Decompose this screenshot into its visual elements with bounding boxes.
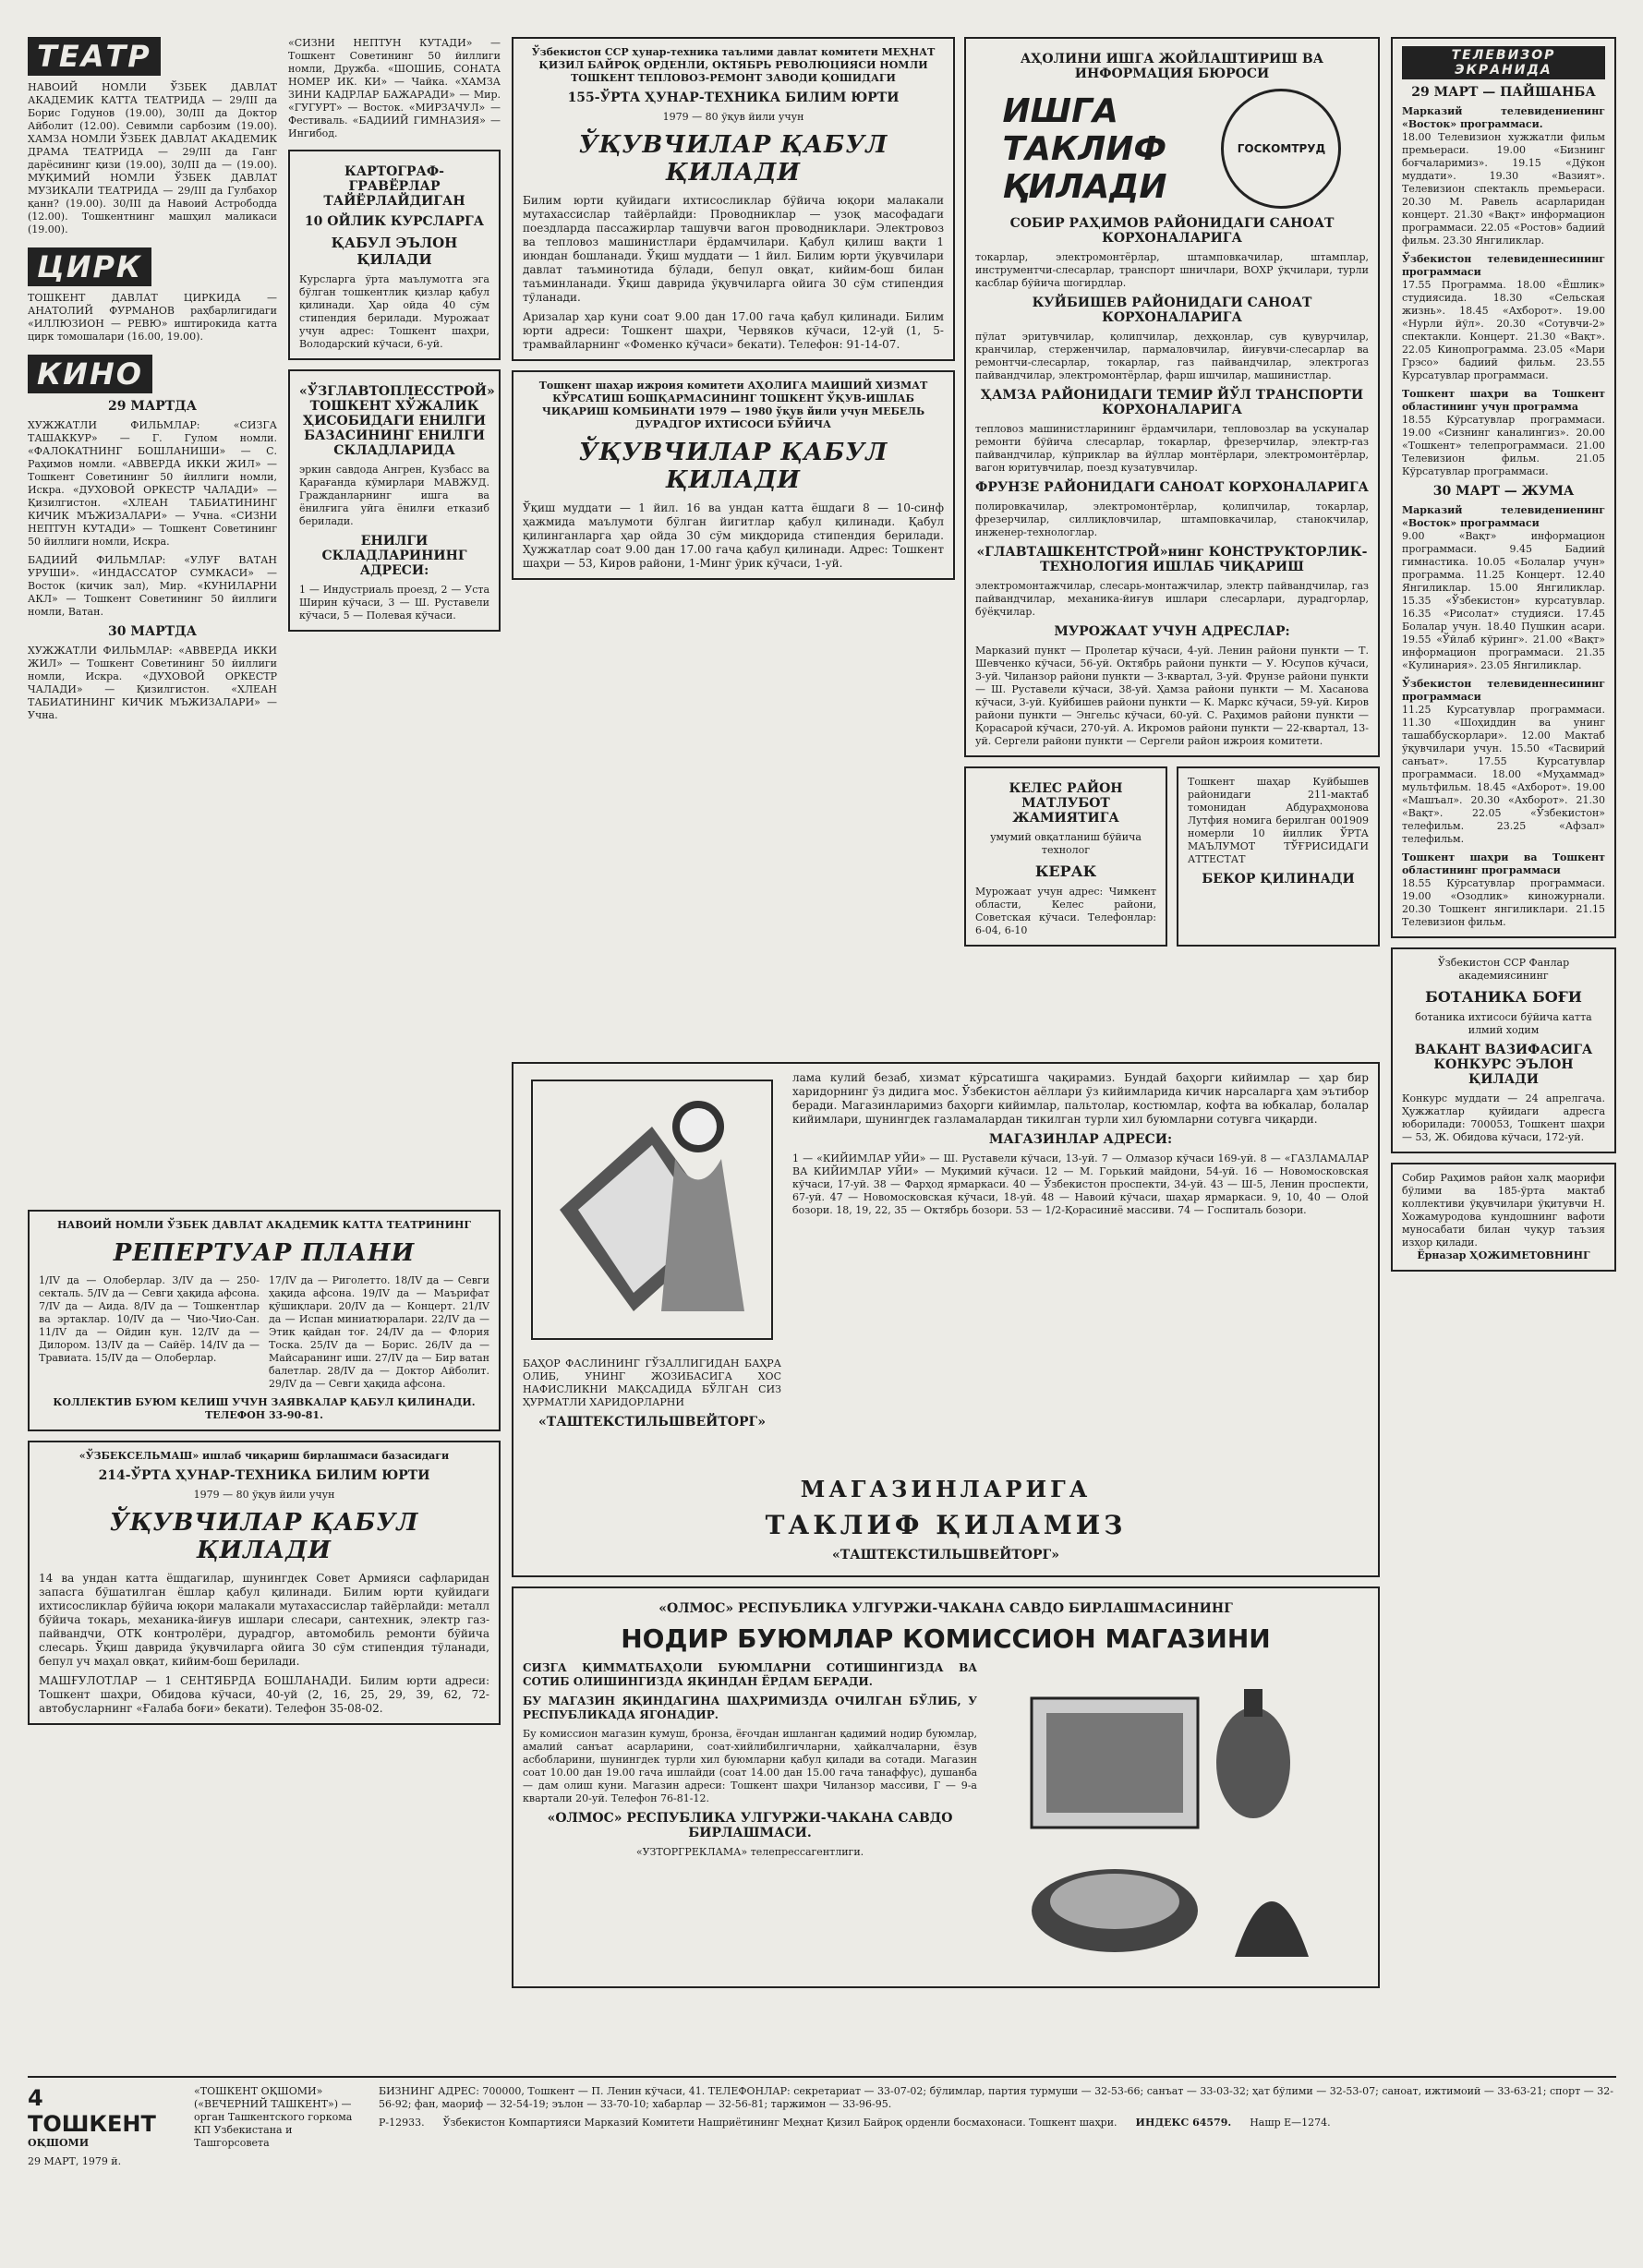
taxt-title-1: МАГАЗИНЛАРИГА [800,1476,1092,1502]
taxt-footer: «ТАШТЕКСТИЛЬШВЕЙТОРГ» [832,1548,1059,1562]
uzgaz-addr: 1 — Индустриаль проезд, 2 — Уста Ширин кўчаси, 3 — Ш. Руставели кўчаси, 5 — Полевая кўчаси. [299,584,489,621]
sirk-logo: ЦИРК [28,247,151,286]
kuybyshev-text: пўлат эритувчилар, қолипчилар, деҳқонлар, сув қувурчилар, кранчилар, стерженчилар, пармаловчилар, йиғувчи-слесарлар ва ремонтчи-слесарлар, токарлар, газ пайвандчилар, электрогаз пайвандчилар, электромонтёрлар, фарш ишчилар, машинистлар. [975,331,1369,381]
uqish-school: 155-ЎРТА ҲУНАР-ТЕХНИКА БИЛИМ ЮРТИ [567,90,900,105]
info-head: АҲОЛИНИ ИШГА ЖОЙЛАШТИРИШ ВА ИНФОРМАЦИЯ БЮРОСИ [1020,52,1324,81]
uzbek-text: 14 ва ундан катта ёшдагилар, шунингдек Совет Армияси сафларидан запасга бўшатилган ёшлар қабул қилинади. Билим юрти қуйидаги ихтисосликлар бўйича юқори малакали мутахассислар тайёрлайди: металл бўйича токарь, механика-йиғув ишлари слесари, сантехник, электр газ-пайвандчи, ОТК контролёри, дурадгор, автомобиль ремонти бўйича слесарь. Ўқиш даврида ўқувчиларга ойига 30 сўм стипендия тўланади, бепул уч маҳал овқат, кийим-бош берилади. [39,1572,489,1668]
uzbek-text-2: МАШҒУЛОТЛАР — 1 СЕНТЯБРДА БОШЛАНАДИ. Билим юрти адреси: Тошкент шаҳри, Обидова кўчаси, 40-уй (2, 16, 25, 29, 39, 62, 72-автобусларнинг «Ғалаба боғи» бекати). Телефон 35-08-02. [39,1674,489,1715]
uzbek-title: ЎҚУВЧИЛАР ҚАБУЛ ҚИЛАДИ [109,1509,419,1564]
glav-head: «ГЛАВТАШКЕНТСТРОЙ»нинг КОНСТРУКТОРЛИК-ТЕХНОЛОГИЯ ИШЛАБ ЧИҚАРИШ [976,545,1368,574]
editorial-address: БИЗНИНГ АДРЕС: 700000, Тошкент — П. Ленин кўчаси, 41. ТЕЛЕФОНЛАР: секретариат — 33-07-02; бўлимлар, партия турмуши — 32-53-66; санъат — 33-03-32; ҳат бўлими — 32-53-07; саноат, ижтимоий — 33-63-21; спорт — 32-56-92; фан, маориф — 32-54-19; эълон — 33-70-10; хабарлар — 32-56-81; таржимон — 33-96-95. [379,2085,1613,2110]
info-title-2: ТАКЛИФ [1002,129,1167,168]
kino-logo: КИНО [28,355,152,393]
newspaper-page [28,37,1616,2235]
tv-uz-head: Ўзбекистон телевиденнесининг программаси [1402,253,1605,278]
olmos-title: НОДИР БУЮМЛАР КОМИССИОН МАГАЗИНИ [621,1623,1271,1654]
taxt-shops: 1 — «КИЙИМЛАР УЙИ» — Ш. Руставели кўчаси, 13-уй. 7 — Олмазор кўчаси 169-уй. 8 — «ГАЗЛАМАЛАР ВА КИЙИМЛАР УЙИ» — Муқимий кўчаси. 12 — М. Горький майдони, 54-уй. 16 — Новомосковская кўчаси, 17-уй. 38 — Фарҳод ярмаркаси. 40 — Ўзбекистон проспекти, 34-уй. 43 — Ш-5, Ленин проспекти, 67-уй. 47 — Новомосковская кўчаси, 18-уй. 48 — Навоий кўчаси, шаҳар ярмаркаси. 9, 10, 40 — Олой бозори. 18, 19, 22, 35 — Октябрь бозори. 53 — 1/2-Қорасиниё массиви. 74 — Госпиталь бозори. [792,1152,1369,1216]
bot-sub: ботаника ихтисоси бўйича катта илмий ходим [1415,1011,1592,1036]
info-title-1: ИШГА [1002,91,1118,130]
sobir-head: СОБИР РАҲИМОВ РАЙОНИДАГИ САНОАТ КОРХОНАЛАРИГА [1009,216,1335,246]
kartograf-qabul: ҚАБУЛ ЭЪЛОН ҚИЛАДИ [331,235,458,268]
column-3 [512,37,955,589]
bot-text: Конкурс муддати — 24 апрелгача. Ҳужжатлар қуйидаги адресга юборилади: 700053, Тошкент шаҳри — 53, Ж. Обидова кўчаси, 172-уй. [1402,1092,1605,1143]
bot-vakant: ВАКАНТ ВАЗИФАСИГА КОНКУРС ЭЪЛОН ҚИЛАДИ [1414,1043,1593,1087]
taxt-body: лама кулий безаб, хизмат кўрсатишга чақирамиз. Бундай баҳорги кийимлар — ҳар бир харидорнинг ўз дидига мос. Ўзбекистон аёллари ўз кийимларида кичик нарсаларга ҳам эътибор беради. Магазинларимиз баҳорги кийимлар, пальтолар, костюмлар, кофта ва юбкалар, болалар кийимлари, шунингдек газламалардан тикилган турли хил буюмларни сотувга чиқарди. [792,1071,1369,1126]
keles-text: умумий овқатланиш бўйича технолог [990,831,1142,856]
olmos-ad [512,1586,1380,1988]
keles-addr: Мурожаат учун адрес: Чимкент области, Келес райони, Советская кўчаси. Телефонлар: 6-04, 6-10 [975,886,1156,936]
kartograf-sub: 10 ОЙЛИК КУРСЛАРГА [304,214,485,229]
tv-tash-head: Тошкент шаҳри ва Тошкент областининг учун программа [1402,388,1605,413]
mid-left [28,1210,501,1734]
teatr-logo: ТЕАТР [28,37,161,76]
kino-listing-2: ХУЖЖАТЛИ ФИЛЬМЛАР: «АВВЕРДА ИККИ ЖИЛ» — Тошкент Советининг 50 йиллиги номли, Искра. «ДУХОВОЙ ОРКЕСТР ЧАЛАДИ» — Қизилгистон. «ХЛЕАН ТАБИАТИНИНГ КИЧИК МЪЖИЗАЛАРИ» — Учна. [28,645,277,721]
column-5 [1391,37,1616,1281]
kombinat-ad [512,370,955,580]
olmos-head: «ОЛМОС» РЕСПУБЛИКА УЛГУРЖИ-ЧАКАНА САВДО БИРЛАШМАСИНИНГ [658,1601,1233,1616]
kuybyshev-head: КУЙБИШЕВ РАЙОНИДАГИ САНОАТ КОРХОНАЛАРИГА [1032,296,1312,325]
uzgaz-ad [288,369,501,632]
botanika-ad [1391,947,1616,1153]
bot-title: БОТАНИКА БОҒИ [1425,988,1582,1006]
kerak: КЕРАК [1034,863,1097,880]
tv-box [1391,37,1616,938]
addresses: Марказий пункт — Пролетар кўчаси, 4-уй. Ленин райони пункти — Т. Шевченко кўчаси, 56-уй. Октябрь райони пункти — У. Юсупов кўчаси, 3-уй. Чиланзор райони пункти — 3-квартал, 3-уй. Фрунзе райони пункти — Ш. Руставели кўчаси, 38-уй. Ҳамза райони пункти — М. Хасанова кўчаси, 3-уй. Куйбишев райони пункти — К. Маркс кўчаси, 59-уй. Киров райони пункти — Энгельс кўчаси, 60-уй. С. Раҳимов райони пункти — Қорасарой кўчаси, 270-уй. А. Икромов райони пункти — 22-квартал, 13-уй. Сергели райони пункти — Сергели район ижроия комитети. [975,645,1369,747]
tv-prog2: 9.00 «Вақт» информацион программаси. 9.45 Бадиий гимнастика. 10.05 «Болалар учун» программа. 11.25 Концерт. 12.40 Янгиликлар. 15.00 Янгиликлар. 15.35 «Ўзбекистон» курсатувлар. 16.35 «Рисолат» студияси. 17.45 Болалар учун. 18.40 Пушкин асари. 19.55 «Ўйлаб кўринг». 21.00 «Вақт» информацион программаси. 21.35 «Кулинария». 23.05 Янгиликлар. [1402,530,1605,671]
tv-logo: ТЕЛЕВИЗОР ЭКРАНИДА [1402,46,1605,79]
uzgaz-text: эркин савдода Ангрен, Кузбасс ва Қарағанда кўмирлари МАВЖУД. Гражданларнинг ишга ва ёнилғига уйга ёнилғи етказиб берилади. [299,464,489,527]
condolence-text: Собир Раҳимов район халқ маорифи бўлими ва 185-ўрта мактаб коллективи ўқувчилари ўқитувчи Н. Хожамуродова кундошнинг вафоти муносабати билан чуқур таъзия изҳор қилади. [1402,1172,1605,1249]
kombinat-title: ЎҚУВЧИЛАР ҚАБУЛ ҚИЛАДИ [578,439,888,494]
mid-center [512,1062,1380,1997]
condolence-box [1391,1163,1616,1272]
uzgaz-title: «ЎЗГЛАВТОПЛЕССТРОЙ» ТОШКЕНТ ХЎЖАЛИК ҲИСОБИДАГИ ЕНИЛГИ БАЗАСИНИНГ ЕНИЛГИ СКЛАДЛАРИДА [299,384,495,458]
info-bureau-ad [964,37,1380,757]
taxt-name: «ТАШТЕКСТИЛЬШВЕЙТОРГ» [538,1415,766,1430]
badiiy-listing: БАДИИЙ ФИЛЬМЛАР: «УЛУҒ ВАТАН УРУШИ». «ИНДАССАТОР СУМКАСИ» — Восток (кичик зал), Мир. «КУНИЛАРНИ АКЛ» — Тошкент Советининг 50 йиллиги номли, Ватан. [28,554,277,618]
sobir-text: токарлар, электромонтёрлар, штамповкачилар, штамплар, инструментчи-слесарлар, транспорт шничлари, ВОХР ўқчилари, турли касблар бўйича шогирдлар. [975,251,1369,289]
info-title-3: ҚИЛАДИ [1002,167,1167,206]
kino-date-2: 30 МАРТДА [107,624,198,639]
keles-title: КЕЛЕС РАЙОН МАТЛУБОТ ЖАМИЯТИГА [1009,781,1123,826]
hamza-head: ҲАМЗА РАЙОНИДАГИ ТЕМИР ЙЎЛ ТРАНСПОРТИ КОРХОНАЛАРИГА [980,388,1364,417]
kombinat-head: Тошкент шаҳар ижроия комитети АҲОЛИГА МАИШИЙ ХИЗМАТ КЎРСАТИШ БОШҚАРМАСИНИНГ ТОШКЕНТ ЎҚУВ-ИШЛАБ ЧИҚАРИШ КОМБИНАТИ 1979 — 1980 ўқув йили учун МЕБЕЛЬ ДУРАДГОР ИХТИСОСИ БЎЙИЧА [538,380,928,430]
kartograf-ad [288,150,501,360]
antiques-illustration [990,1661,1369,1979]
repertuar-head: НАВОИЙ НОМЛИ ЎЗБЕК ДАВЛАТ АКАДЕМИК КАТТА ТЕАТРИНИНГ [57,1219,471,1231]
uqish-year: 1979 — 80 ўқув йили учун [662,111,804,123]
uzbek-year: 1979 — 80 ўқув йили учун [193,1489,335,1501]
attestat-notice [1177,766,1380,947]
kombinat-text: Ўқиш муддати — 1 йил. 16 ва ундан катта ёшдаги 8 — 10-синф ҳажмида маълумоти бўлган йигитлар қабул қилинади. Қабул қилинганларга ҳар ойда 30 сўм миқдорида стипендия берилади. Ҳужжатлар соат 9.00 дан 17.00 гача қабул қилинади. Адрес: Тошкент шаҳри — 53, Киров райони, 1-Минг ўрик кўчаси, 1-уй. [523,501,944,570]
tv-prog2-head: Марказий телевидениенинг «Восток» программаси [1402,504,1605,529]
tv-prog1-head: Марказий телевидениенинг «Восток» программаси. [1402,105,1605,130]
footer-logo-2: ОҚШОМИ [28,2137,90,2149]
tv-date: 29 МАРТ — ПАЙШАНБА [1411,85,1596,100]
frunze-text: полировкачилар, электромонтёрлар, қолипчилар, токарлар, фрезерчилар, силлиқловчилар, штамповкачилар, станокчилар, инженер-технологлар. [975,501,1369,538]
uzbekselmash-ad [28,1441,501,1725]
newspaper-footer [28,2076,1616,2168]
keles-ad [964,766,1167,947]
tv-prog1: 18.00 Телевизион хужжатли фильм премьераси. 19.00 «Бизнинг боғчаларимиз». 19.15 «Дўкон муддати». 19.30 «Вазият». Телевизион спектакль премьераси. 20.30 М. Равель асарларидан концерт. 21.30 «Вақт» информацион программаси. 22.05 «Ростов» бадиий фильм. 23.30 Янгиликлар. [1402,131,1605,247]
rep-left: 1/IV да — Олоберлар. 3/IV да — 250-секталь. 5/IV да — Севги ҳақида афсона. 7/IV да — Аида. 8/IV да — Тошкентлар ва эртаклар. 10/IV да — Чио-Чио-Сан. 11/IV да — Ойдин кун. 12/IV да — Дилором. 13/IV да — Сайёр. 14/IV да — Травиата. 15/IV да — Олоберлар. [39,1274,260,1364]
column-1 [28,37,277,722]
r-number: Р-12933. [379,2117,425,2129]
hamza-text: тепловоз машинистларининг ёрдамчилари, тепловозлар ва ускуналар ремонти бўйича слесарлар, токарлар, фрезерчилар, электр-газ пайвандчилар, кўприклар ва йўллар монтёрлари, электромонтёрлар, вагон юритувчилар, поезд кузатувчилар. [975,423,1369,474]
taxt-shops-title: МАГАЗИНЛАР АДРЕСИ: [988,1132,1173,1147]
teatr-listing: НАВОИЙ НОМЛИ ЎЗБЕК ДАВЛАТ АКАДЕМИК КАТТА ТЕАТРИДА — 29/III да Борис Годунов (19.00), 30/III да Доктор Айболит (12.00). Севимли сарбозим (19.00). ХАМЗА НОМЛИ ЎЗБЕК ДАВЛАТ АКАДЕМИК ДРАМА ТЕАТРИДА — 29/III да Ганг дарёсининг қизи (19.00), 30/III да — (19.00). МУҚИМИЙ НОМЛИ ЎЗБЕК ДАВЛАТ МУЗИКАЛИ ТЕАТРИДА — 29/III да Гулбахор қанн? (19.00). 30/III да Навоий Астрободда (12.00). Тошкентнинг машҳил маликаси (19.00). [28,81,277,235]
uqish-body-2: Аризалар ҳар куни соат 9.00 дан 17.00 гача қабул қилинади. Билим юрти адреси: Тошкент шаҳри, Червяков кўчаси, 12-уй (1, 5-трамвайларнинг «Фоменко кўчаси» бекати). Телефон: 91-14-07. [523,310,944,351]
kino-continued: «СИЗНИ НЕПТУН КУТАДИ» — Тошкент Советининг 50 йиллиги номли, Дружба. «ШОШИБ, СОНАТА НОМЕР ИК. КИ» — Чайка. «ХАМЗА ЗИНИ КАДРЛАР БАЖАРАДИ» — Мир. «ГУГУРТ» — Восток. «МИРЗАЧУЛ» — Фестиваль. «БАДИИЙ ГИМНАЗИЯ» — Ингибод. [288,37,501,139]
kino-listing: ХУЖЖАТЛИ ФИЛЬМЛАР: «СИЗГА ТАШАККУР» — Г. Гулом номли. «ФАЛОКАТНИНГ БОШЛАНИШИ» — С. Раҳимов номли. «АВВЕРДА ИККИ ЖИЛ» — Тошкент Советининг 50 йиллиги номли, Искра. «ДУХОВОЙ ОРКЕСТР ЧАЛАДИ» — Қизилгистон. «ХЛЕАН ТАБИАТИНИНГ КИЧИК МЪЖИЗАЛАРИ» — Учна. «СИЗНИ НЕПТУН КУТАДИ» — Тошкент Советининг 50 йиллиги номли, Искра. [28,419,277,548]
kino-date: 29 МАРТДА [107,399,198,414]
sirk-listing: ТОШКЕНТ ДАВЛАТ ЦИРКИДА — АНАТОЛИЙ ФУРМАНОВ раҳбарлигидаги «ИЛЛЮЗИОН — РЕВЮ» иштирокида катта цирк томошалари (16.00, 19.00). [28,292,277,343]
index: ИНДЕКС 64579. [1135,2117,1232,2129]
uqish-ad-1 [512,37,955,361]
tashtekstil-ad [512,1062,1380,1577]
woman-illustration-icon [523,1071,781,1348]
tv-tash2-head: Тошкент шаҳри ва Тошкент областининг программаси [1402,851,1605,876]
addr-title: МУРОЖААТ УЧУН АДРЕСЛАР: [1054,624,1290,639]
tv-date-2: 30 МАРТ — ЖУМА [1432,484,1575,499]
uqish-body: Билим юрти қуйидаги ихтисосликлар бўйича юқори малакали мутахассислар тайёрлайди: Проводниклар — узоқ масофадаги поездларда пассажирлар ташувчи вагон проводниклари. Электровоз ва тепловоз машинистлари ёрдамчилари. Қабул қилиш вақти 1 июндан бошланади. Ўқиш муддати — 1 йил. Билим юрти ўқувчилари давлат таъминотида бўлади, бепул овқат, кийим-бош билан таъминланади. Ўқиш даврида ўқувчиларга ойига 30 сўм стипендия тўланади. [523,194,944,304]
printer: Ўзбекистон Компартияси Марказий Комитети Нашриётининг Меҳнат Қизил Байроқ орденли босмахонаси. Тошкент шаҳри. [442,2117,1117,2129]
olmos-text: СИЗГА ҚИММАТБАҲОЛИ БУЮМЛАРНИ СОТИШИНГИЗДА ВА СОТИБ ОЛИШИНГИЗДА ЯҚИНДАН ЁРДАМ БЕРАДИ. [523,1661,977,1688]
frunze-head: ФРУНЗЕ РАЙОНИДАГИ САНОАТ КОРХОНАЛАРИГА [975,480,1369,495]
uzgaz-addr-title: ЕНИЛГИ СКЛАДЛАРИНИНГ АДРЕСИ: [321,534,467,578]
olmos-footer: «ОЛМОС» РЕСПУБЛИКА УЛГУРЖИ-ЧАКАНА САВДО БИРЛАШМАСИ. [547,1811,953,1840]
olmos-body: Бу комиссион магазин кумуш, бронза, ёғочдан ишланган қадимий нодир буюмлар, амалий санъат асарларини, соат-хийлибилгичларни, ҳайкалчаларни, ёзув асбобларини, шунингдек турли хил буюмларни қабул қилади ва сотади. Магазин соат 10.00 дан 19.00 гача ишлайди (соат 14.00 дан 15.00 гача танаффус), душанба — дам олиш куни. Магазин адреси: Тошкент шаҳри Чиланзор массиви, Г — 9-а квартали 20-уй. Телефон 76-81-12. [523,1728,977,1804]
uqish-header: Ўзбекистон ССР ҳунар-техника таълими давлат комитети МЕҲНАТ ҚИЗИЛ БАЙРОҚ ОРДЕНЛИ, ОКТЯБРЬ РЕВОЛЮЦИЯСИ НОМЛИ ТОШКЕНТ ТЕПЛОВОЗ-РЕМОНТ ЗАВОДИ ҚОШИДАГИ [531,46,936,84]
uqish-title: ЎҚУВЧИЛАР ҚАБУЛ ҚИЛАДИ [578,131,888,187]
fashion-illustration [523,1071,781,1468]
repertuar-title: РЕПЕРТУАР ПЛАНИ [113,1239,416,1267]
condolence-name: Ёрназар ҲОЖИМЕТОВНИНГ [1417,1249,1590,1261]
rep-right: 17/IV да — Риголетто. 18/IV да — Севги ҳақида афсона. 19/IV да — Маърифат қўшиқлари. 20/IV да — Концерт. 21/IV да — Испан миниатюралари. 22/IV да — Этик қайдан тоғ. 24/IV да — Флория Тоска. 25/IV да — Борис. 26/IV да — Майсаранинг иши. 27/IV да — Бир ватан балетлар. 28/IV да — Доктор Айболит. 29/IV да — Севги ҳақида афсона. [269,1274,489,1390]
uzbek-head: «ЎЗБЕКСЕЛЬМАШ» ишлаб чиқариш бирлашмаси базасидаги [79,1450,450,1462]
bot-head: Ўзбекистон ССР Фанлар академиясининг [1437,957,1570,982]
goskomtrud-emblem [1221,89,1341,209]
repertuar-box [28,1210,501,1431]
goskomtrud-label: ГОСКОМТРУД [1237,142,1326,155]
kartograf-text: Курсларга ўрта маълумотга эга бўлган тошкентлик қизлар қабул қилинади. Ҳар ойда 40 сўм стипендия берилади. Мурожаат учун адрес: Тошкент шаҳри, Володарский кўчаси, 6-уй. [299,273,489,350]
footer-logo: 4 ТОШКЕНТ [28,2085,156,2137]
taxt-title-2: ТАКЛИФ ҚИЛАМИЗ [765,1510,1127,1540]
attestat-text: Тошкент шаҳар Куйбышев районидаги 211-мактаб томонидан Абдураҳмонова Лутфия номига берилган 001909 номерли 10 йиллик ЎРТА МАЪЛУМОТ ТЎҒРИСИДАГИ АТТЕСТАТ [1188,776,1369,865]
tv-tash: 18.55 Кўрсатувлар программаси. 19.00 «Сизнинг каналингиз». 20.00 «Тошкент» телепрограммаси. 21.00 Телевизион фильм. 21.05 Кўрсатувлар программаси. [1402,414,1605,477]
tv-uz: 17.55 Программа. 18.00 «Ёшлик» студиясида. 18.30 «Сельская жизнь». 18.45 «Ахборот». 19.00 «Нурли йўл». 20.30 «Сотувчи-2» спектакли. Концерт. 21.30 «Вақт». 22.05 Кинопрограмма. 23.05 «Мари Грэсо» бадиий фильм. 23.55 Курсатувлар программаси. [1402,279,1605,381]
antique-vases-icon [990,1661,1369,1975]
column-2 [288,37,501,641]
uzjtorg: «УЗТОРГРЕКЛАМА» телепрессагентлиги. [635,1846,864,1858]
glav-text: электромонтажчилар, слесарь-монтажчилар, электр пайвандчилар, газ пайвандчилар, механика-йиғув ишлари слесарлари, дурадгорлар, бўёқчилар. [975,580,1369,618]
tv-uz2-head: Ўзбекистон телевиденнесининг программаси [1402,678,1605,703]
olmos-text-2: БУ МАГАЗИН ЯҚИНДАГИНА ШАҲРИМИЗДА ОЧИЛГАН БЎЛИБ, У РЕСПУБЛИКАДА ЯГОНАДИР. [523,1695,977,1721]
rep-footer: КОЛЛЕКТИВ БУЮМ КЕЛИШ УЧУН ЗАЯВКАЛАР ҚАБУЛ ҚИЛИНАДИ. ТЕЛЕФОН 33-90-81. [53,1396,476,1421]
order-number: Нашр Е—1274. [1250,2117,1331,2129]
tv-uz2: 11.25 Курсатувлар программаси. 11.30 «Шоҳиддин ва унинг ташаббускорлари». 12.00 Мактаб ўқувчилари учун. 15.50 «Тасвирий санъат». 17.55 Курсатувлар программаси. 18.00 «Муҳаммад» мультфильм. 18.45 «Ахборот». 19.00 «Машъал». 20.30 «Ахборот». 21.30 «Вақт». 22.05 «Ўзбекистон» телефильм. 23.25 «Афзал» телефильм. [1402,704,1605,845]
column-4 [964,37,1380,956]
taxt-intro: БАҲОР ФАСЛИНИНГ ГЎЗАЛЛИГИДАН БАҲРА ОЛИБ, УНИНГ ЖОЗИБАСИГА ХОС НАФИСЛИКНИ МАҚСАДИДА БЎЛГАН СИЗ ҲУРМАТЛИ ХАРИДОРЛАРНИ [523,1357,781,1408]
paper-name: «ТОШКЕНТ ОҚШОМИ» («ВЕЧЕРНИЙ ТАШКЕНТ») — орган Ташкентского горкома КП Узбекистана и Ташгорсовета [194,2085,353,2149]
kartograf-title: КАРТОГРАФ-ГРАВЁРЛАР ТАЙЁРЛАЙДИГАН [323,164,465,209]
footer-date: 29 МАРТ, 1979 й. [28,2155,122,2167]
bekor-qilinadi: БЕКОР ҚИЛИНАДИ [1202,872,1355,887]
tv-tash2: 18.55 Кўрсатувлар программаси. 19.00 «Озодлик» киножурнали. 20.30 Тошкент янгиликлари. 21.15 Телевизион фильм. [1402,877,1605,928]
page-number: 4 [28,2085,43,2111]
uzbek-school: 214-ЎРТА ҲУНАР-ТЕХНИКА БИЛИМ ЮРТИ [98,1468,430,1483]
